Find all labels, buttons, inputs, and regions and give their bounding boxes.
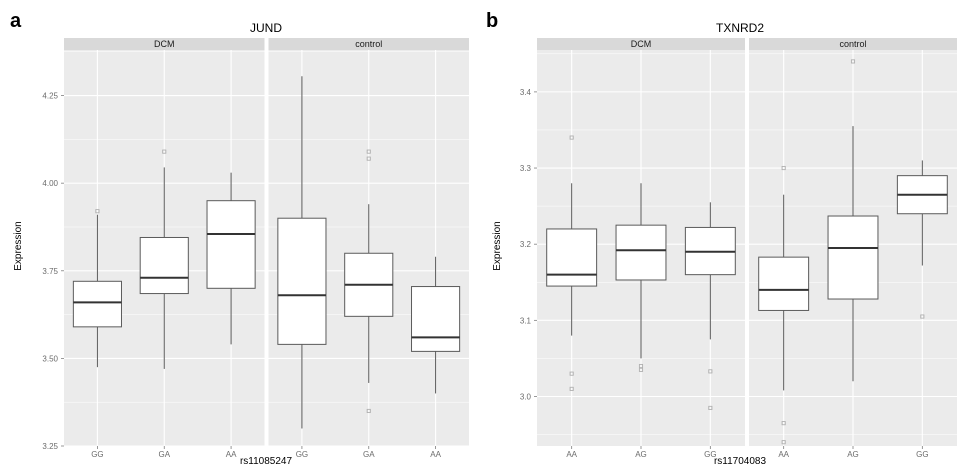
- chart-b-box: [547, 229, 597, 286]
- chart-a-y-tick-label: 3.25: [42, 442, 58, 451]
- chart-a-x-axis-title: rs11085247: [239, 456, 293, 466]
- chart-b-box: [759, 257, 809, 310]
- chart-b-y-tick-label: 3.3: [519, 164, 531, 174]
- chart-b-x-tick-label: AG: [635, 450, 647, 459]
- chart-b-x-tick-label: AA: [566, 450, 578, 459]
- chart-a-x-tick-label: GA: [158, 450, 171, 459]
- chart-b-y-tick-label: 3.0: [519, 392, 531, 402]
- chart-a-x-tick-label: GG: [295, 450, 309, 459]
- chart-b-y-tick-label: 3.1: [519, 316, 531, 326]
- chart-b-x-tick-label: AG: [847, 450, 859, 459]
- chart-a-x-tick-label: AA: [430, 450, 441, 459]
- chart-a-y-tick-label: 4.25: [42, 91, 58, 101]
- chart-b-x-tick-label: GG: [704, 450, 717, 459]
- chart-a-facet-control: [269, 38, 470, 459]
- chart-b-strip-label: DCM: [630, 39, 652, 49]
- chart-b-plot: [520, 38, 957, 459]
- chart-b-strip-label: control: [839, 39, 867, 49]
- chart-b-box: [828, 216, 878, 299]
- chart-a-panel-letter: a: [10, 10, 22, 32]
- chart-a-strip-label: DCM: [154, 39, 175, 49]
- chart-a-box: [140, 237, 188, 293]
- chart-b-y-tick-label: 3.4: [519, 87, 531, 97]
- chart-b-title: TXNRD2: [715, 21, 765, 35]
- chart-b: [486, 10, 957, 466]
- chart-a-box: [73, 281, 121, 327]
- chart-b-y-tick-label: 3.2: [519, 240, 531, 250]
- chart-b-facet-control: [749, 38, 957, 459]
- chart-a-x-tick-label: AA: [225, 450, 237, 459]
- chart-a-y-tick-label: 3.50: [42, 354, 58, 364]
- chart-a-y-tick-label: 4.00: [42, 179, 58, 189]
- chart-a-y-tick-label: 3.75: [42, 266, 58, 276]
- chart-b-y-axis-title: Expression: [492, 221, 503, 271]
- chart-a-plot: [42, 38, 469, 459]
- chart-b-x-tick-label: AA: [778, 450, 790, 459]
- chart-a-x-tick-label: GG: [91, 450, 104, 459]
- chart-b-facet-dcm: [537, 38, 745, 459]
- chart-b-panel-letter: b: [486, 10, 499, 32]
- chart-a-facet-dcm: [64, 38, 265, 459]
- chart-b-x-axis-title: rs11704083: [713, 456, 767, 466]
- chart-a-x-tick-label: GA: [362, 450, 375, 459]
- chart-a-y-axis-title: Expression: [13, 221, 24, 271]
- chart-a-box: [278, 218, 326, 344]
- chart-a-box: [207, 201, 255, 289]
- chart-b-x-tick-label: GG: [916, 450, 929, 459]
- chart-a-title: JUND: [250, 21, 282, 35]
- chart-a: [10, 10, 469, 466]
- chart-a-strip-label: control: [355, 39, 383, 49]
- chart-a-box: [412, 287, 460, 352]
- chart-b-box: [616, 225, 666, 280]
